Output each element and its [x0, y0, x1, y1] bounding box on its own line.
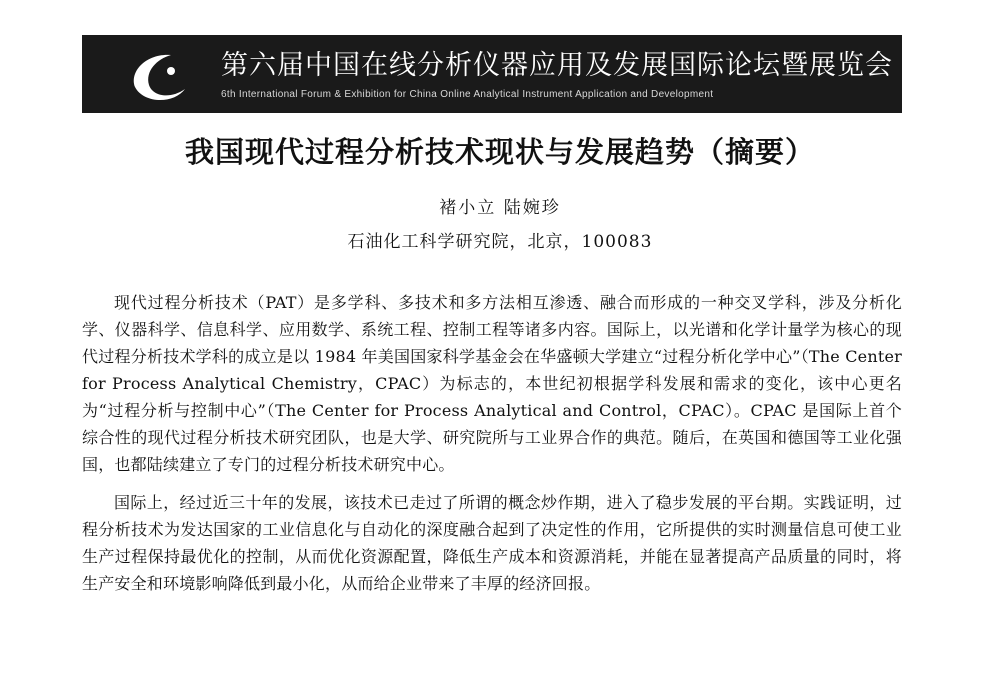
- conference-banner: [82, 35, 902, 113]
- conference-title: 第六届中国在线分析仪器应用及发展国际论坛暨展览会: [221, 50, 893, 81]
- conference-logo-icon: [127, 41, 193, 107]
- abstract-body: [82, 289, 902, 608]
- paper-authors: 褚小立 陆婉珍: [439, 198, 561, 218]
- paper-affiliation: 石油化工科学研究院，北京，100083: [347, 232, 653, 252]
- abstract-paragraph-1: 现代过程分析技术（PAT）是多学科、多技术和多方法相互渗透、融合而形成的一种交叉学科，涉及分析化学、仪器科学、信息科学、应用数学、系统工程、控制工程等诸多内容。国际上，以光谱和化学计量学为核心的现代过程分析技术学科的成立是以 1984 年美国国家科学基金会在华盛顿大学建立“过程分析化学中心”（The Center for Process Analytical Chemistry，CPAC）为标志的，本世纪初根据学科发展和需求的变化，该中心更名为“过程分析与控制中心”（The Center for Process Analytical and Control，CPAC）。CPAC 是国际上首个综合性的现代过程分析技术研究团队，也是大学、研究院所与工业界合作的典范。随后，在英国和德国等工业化强国，也都陆续建立了专门的过程分析技术研究中心。: [82, 293, 902, 474]
- conference-subtitle: 6th International Forum & Exhibition for China Online Analytical Instrument Application and Development: [221, 89, 714, 100]
- paper-title: 我国现代过程分析技术现状与发展趋势（摘要）: [184, 135, 815, 169]
- abstract-paragraph-2: 国际上，经过近三十年的发展，该技术已走过了所谓的概念炒作期，进入了稳步发展的平台期。实践证明，过程分析技术为发达国家的工业信息化与自动化的深度融合起到了决定性的作用，它所提供的实时测量信息可使工业生产过程保持最优化的控制，从而优化资源配置，降低生产成本和资源消耗，并能在显著提高产品质量的同时，将生产安全和环境影响降低到最小化，从而给企业带来了丰厚的经济回报。: [82, 493, 902, 593]
